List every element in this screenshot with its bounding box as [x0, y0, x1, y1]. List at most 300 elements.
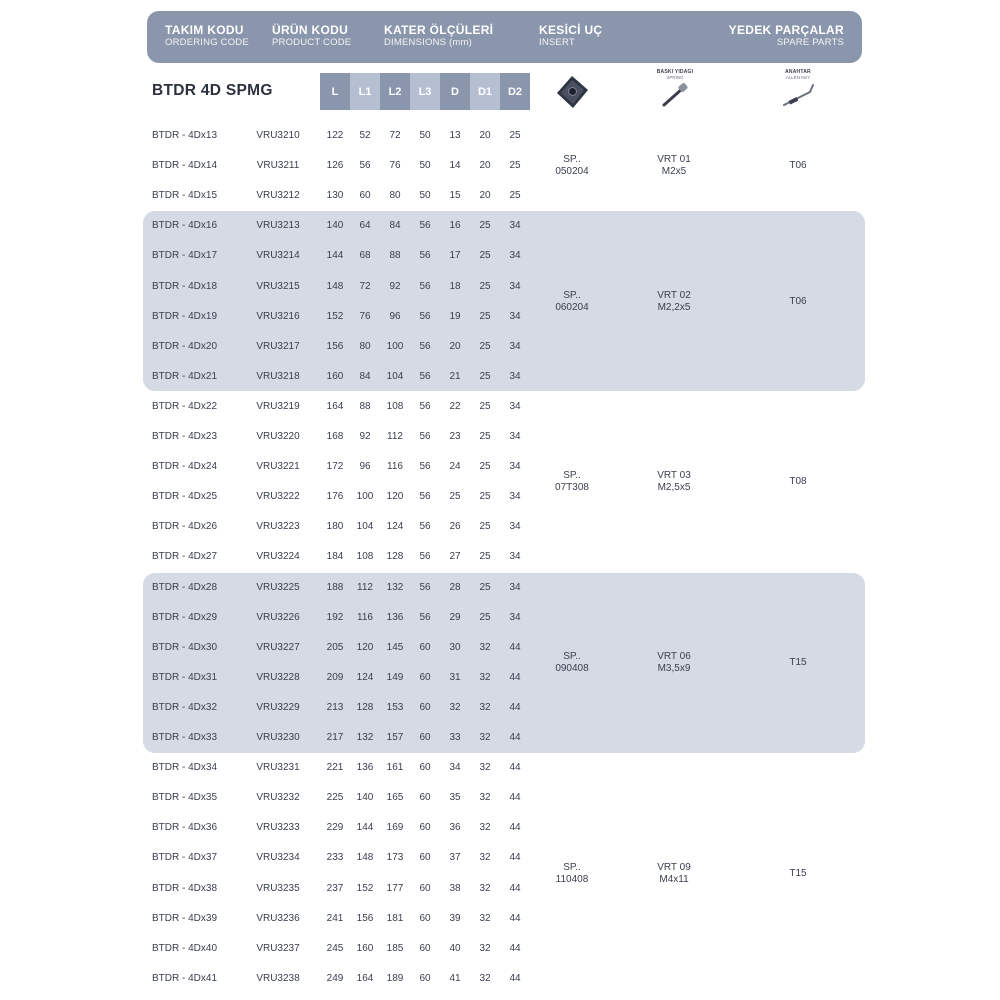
- insert-code-line: 090408: [555, 662, 589, 674]
- dim-cell-d2: 25: [509, 190, 521, 202]
- dim-cell-d2: 44: [509, 942, 521, 954]
- dim-cell-d1: 32: [479, 942, 491, 954]
- product-code-cell: VRU3218: [256, 370, 300, 382]
- dim-cell-l: 164: [326, 400, 344, 412]
- dim-cell-l1: 160: [356, 942, 374, 954]
- dim-cell-d2: 44: [509, 972, 521, 984]
- allen-key-label-en: ALLEN KEY: [785, 75, 811, 80]
- dim-cell-d1: 32: [479, 762, 491, 774]
- dim-cell-l: 205: [326, 641, 344, 653]
- product-code-cell: VRU3210: [256, 130, 300, 141]
- product-code-cell: VRU3230: [256, 732, 300, 743]
- ordering-code-cell: BTDR - 4Dx31: [152, 671, 218, 683]
- dim-cell-d: 27: [449, 551, 461, 563]
- dim-cell-l: 144: [326, 250, 344, 262]
- dim-cell-l1: 132: [356, 732, 374, 743]
- dim-cell-d1: 20: [479, 130, 491, 141]
- dim-cell-d2: 34: [509, 611, 521, 623]
- table-row: [0, 693, 1000, 723]
- dim-cell-l3: 50: [419, 190, 431, 202]
- ordering-code-cell: BTDR - 4Dx25: [152, 491, 218, 503]
- dim-cell-d: 33: [449, 732, 461, 743]
- ordering-code-cell: BTDR - 4Dx33: [152, 732, 218, 743]
- dim-cell-d1: 32: [479, 701, 491, 713]
- allen-key-icon: [778, 81, 818, 109]
- dim-cell-l3: 56: [419, 400, 431, 412]
- dim-cell-d1: 25: [479, 431, 491, 442]
- dim-cell-d: 18: [449, 280, 461, 292]
- product-code-label-en: PRODUCT CODE: [272, 37, 352, 48]
- ordering-code-cell: BTDR - 4Dx36: [152, 822, 218, 834]
- dim-cell-l2: 149: [386, 671, 404, 683]
- dim-cell-l2: 92: [389, 280, 401, 292]
- spring-code-line: VRT 06: [657, 650, 691, 662]
- dim-cell-l2: 88: [389, 250, 401, 262]
- table-row: [0, 422, 1000, 452]
- product-code-cell: VRU3236: [256, 912, 300, 924]
- table-row: [0, 151, 1000, 181]
- ordering-code-cell: BTDR - 4Dx22: [152, 400, 218, 412]
- dim-cell-d: 14: [449, 160, 461, 172]
- dim-cell-l2: 153: [386, 701, 404, 713]
- dim-cell-d2: 34: [509, 400, 521, 412]
- spring-code: [636, 862, 712, 886]
- table-row: [0, 723, 1000, 753]
- table-row: [0, 663, 1000, 693]
- dim-cell-l2: 128: [386, 551, 404, 563]
- dim-cell-d: 26: [449, 521, 461, 533]
- dim-cell-l1: 128: [356, 701, 374, 713]
- dim-cell-l: 229: [326, 822, 344, 834]
- dim-cell-l3: 56: [419, 310, 431, 322]
- table-row: [0, 302, 1000, 332]
- dim-cell-l3: 50: [419, 160, 431, 172]
- product-code-cell: VRU3213: [256, 220, 300, 232]
- dim-cell-l1: 84: [359, 370, 371, 382]
- dim-cell-l3: 56: [419, 431, 431, 442]
- dim-cell-d: 16: [449, 220, 461, 232]
- dim-cell-l1: 152: [356, 882, 374, 894]
- allen-key-code-line: T08: [789, 476, 807, 488]
- dim-cell-d2: 34: [509, 461, 521, 473]
- insert-code: [536, 154, 608, 178]
- table-row: [0, 783, 1000, 813]
- ordering-code-cell: BTDR - 4Dx34: [152, 762, 218, 774]
- dim-cell-l2: 104: [386, 370, 404, 382]
- insert-code: [536, 290, 608, 314]
- ordering-code-cell: BTDR - 4Dx21: [152, 370, 218, 382]
- allen-key-header: [768, 69, 828, 114]
- ordering-code-cell: BTDR - 4Dx26: [152, 521, 218, 533]
- insert-code-line: SP..: [563, 154, 581, 166]
- dim-cell-l3: 56: [419, 370, 431, 382]
- spring-code-line: VRT 03: [657, 470, 691, 482]
- spare-parts-header: [729, 24, 844, 49]
- insert-code-line: SP..: [563, 289, 581, 301]
- dim-cell-l2: 84: [389, 220, 401, 232]
- product-code-cell: VRU3229: [256, 701, 300, 713]
- dim-cell-l: 233: [326, 852, 344, 864]
- product-code-cell: VRU3216: [256, 310, 300, 322]
- allen-key-code: [760, 160, 836, 172]
- dim-cell-l2: 169: [386, 822, 404, 834]
- spring-icon: [655, 81, 695, 109]
- dim-cell-l3: 56: [419, 220, 431, 232]
- ordering-code-label-en: ORDERING CODE: [165, 37, 249, 48]
- insert-image-icon: [555, 75, 589, 114]
- dim-cell-l1: 136: [356, 762, 374, 774]
- dim-cell-d1: 25: [479, 461, 491, 473]
- dim-cell-l2: 120: [386, 491, 404, 503]
- dim-cell-l1: 52: [359, 130, 371, 141]
- allen-key-code-line: T06: [789, 295, 807, 307]
- dim-cell-d2: 44: [509, 701, 521, 713]
- dim-cell-d: 39: [449, 912, 461, 924]
- dim-cell-d1: 25: [479, 400, 491, 412]
- dim-cell-l: 217: [326, 732, 344, 743]
- product-code-cell: VRU3223: [256, 521, 300, 533]
- dim-cell-l1: 96: [359, 461, 371, 473]
- dim-cell-d1: 25: [479, 491, 491, 503]
- dim-cell-l1: 116: [357, 611, 373, 623]
- dim-cell-d1: 32: [479, 732, 491, 743]
- allen-key-code-line: T06: [789, 160, 807, 172]
- insert-code-line: SP..: [563, 650, 581, 662]
- dim-cell-l: 249: [326, 972, 344, 984]
- dim-cell-l3: 56: [419, 340, 431, 352]
- dim-cell-l3: 60: [419, 972, 431, 984]
- dim-cell-l3: 60: [419, 701, 431, 713]
- product-code-cell: VRU3238: [256, 972, 300, 984]
- dimensions-label-tr: KATER ÖLÇÜLERİ: [384, 23, 494, 37]
- dim-cell-l: 126: [326, 160, 344, 172]
- dim-cell-l: 176: [326, 491, 344, 503]
- dim-cell-l2: 100: [386, 340, 404, 352]
- table-row: [0, 934, 1000, 964]
- table-row: [0, 964, 1000, 994]
- ordering-code-cell: BTDR - 4Dx16: [152, 220, 218, 232]
- dim-cell-l1: 124: [356, 671, 374, 683]
- dim-cell-d: 37: [449, 852, 461, 864]
- ordering-code-cell: BTDR - 4Dx40: [152, 942, 218, 954]
- dim-cell-l: 192: [326, 611, 344, 623]
- product-code-cell: VRU3222: [256, 491, 300, 503]
- insert-label-tr: KESİCİ UÇ: [539, 23, 603, 37]
- table-row: [0, 904, 1000, 934]
- dim-cell-d1: 25: [479, 521, 491, 533]
- ordering-code-cell: BTDR - 4Dx18: [152, 280, 218, 292]
- product-code-cell: VRU3231: [256, 762, 300, 774]
- insert-code: [536, 862, 608, 886]
- dim-cell-d1: 25: [479, 340, 491, 352]
- ordering-code-cell: BTDR - 4Dx27: [152, 551, 218, 563]
- product-code-cell: VRU3215: [256, 280, 300, 292]
- product-code-cell: VRU3217: [256, 340, 300, 352]
- dim-header-l2: L2: [380, 73, 410, 110]
- ordering-code-cell: BTDR - 4Dx19: [152, 310, 218, 322]
- dim-cell-d2: 34: [509, 431, 521, 442]
- dim-cell-l: 140: [326, 220, 344, 232]
- table-row: [0, 241, 1000, 271]
- product-code-cell: VRU3212: [256, 190, 300, 202]
- dimensions-label-en: DIMENSIONS (mm): [384, 37, 472, 48]
- dim-cell-l1: 148: [356, 852, 374, 864]
- dim-cell-l3: 56: [419, 521, 431, 533]
- dim-cell-d: 35: [449, 792, 461, 804]
- insert-header: [539, 24, 602, 49]
- dim-cell-l3: 60: [419, 822, 431, 834]
- dim-cell-l: 160: [326, 370, 344, 382]
- dim-cell-l3: 56: [419, 551, 431, 563]
- table-row: [0, 843, 1000, 873]
- allen-key-code-line: T15: [789, 656, 807, 668]
- dim-cell-d1: 32: [479, 822, 491, 834]
- dim-cell-l: 245: [326, 942, 344, 954]
- dim-cell-l2: 76: [389, 160, 401, 172]
- dim-cell-l2: 136: [386, 611, 404, 623]
- dim-cell-l: 241: [326, 912, 344, 924]
- dim-cell-l3: 60: [419, 942, 431, 954]
- dim-cell-l3: 56: [419, 461, 431, 473]
- dim-cell-l3: 50: [419, 130, 431, 141]
- dim-cell-d2: 44: [509, 762, 521, 774]
- spare-parts-label-tr: YEDEK PARÇALAR: [728, 23, 844, 37]
- product-code-header: [272, 24, 351, 49]
- dim-cell-d2: 44: [509, 852, 521, 864]
- dim-cell-l: 184: [326, 551, 344, 563]
- dim-cell-d: 22: [449, 400, 461, 412]
- product-code-cell: VRU3233: [256, 822, 300, 834]
- dim-cell-l: 209: [326, 671, 344, 683]
- dim-cell-d: 25: [449, 491, 461, 503]
- dim-cell-l3: 56: [419, 491, 431, 503]
- dim-header-l3: L3: [410, 73, 440, 110]
- product-code-cell: VRU3220: [256, 431, 300, 442]
- dim-cell-d: 28: [449, 581, 461, 593]
- dim-cell-d: 29: [449, 611, 461, 623]
- dim-cell-l: 168: [326, 431, 344, 442]
- dim-cell-d: 17: [449, 250, 461, 262]
- table-row: [0, 181, 1000, 211]
- dim-cell-l2: 189: [386, 972, 404, 984]
- dim-cell-d: 21: [449, 370, 461, 382]
- spring-code-line: VRT 02: [657, 289, 691, 301]
- product-code-cell: VRU3232: [256, 792, 300, 804]
- dim-cell-l2: 132: [386, 581, 404, 593]
- spring-code-line: M3,5x9: [657, 662, 691, 674]
- insert-code-line: SP..: [563, 470, 581, 482]
- table-row: [0, 452, 1000, 482]
- dim-cell-d2: 44: [509, 912, 521, 924]
- dim-cell-l3: 56: [419, 250, 431, 262]
- dim-cell-d: 23: [449, 431, 461, 442]
- dim-cell-d: 34: [449, 762, 461, 774]
- dim-cell-l: 237: [326, 882, 344, 894]
- allen-key-code-line: T15: [789, 867, 807, 879]
- product-code-cell: VRU3235: [256, 882, 300, 894]
- dim-cell-d: 13: [449, 130, 461, 141]
- ordering-code-cell: BTDR - 4Dx32: [152, 701, 218, 713]
- ordering-code-cell: BTDR - 4Dx39: [152, 912, 218, 924]
- dim-cell-d2: 25: [509, 130, 521, 141]
- dim-cell-d: 40: [449, 942, 461, 954]
- dim-cell-d1: 32: [479, 882, 491, 894]
- dim-cell-d2: 34: [509, 581, 521, 593]
- dim-cell-d2: 34: [509, 250, 521, 262]
- dim-cell-d: 15: [449, 190, 461, 202]
- dim-cell-l1: 104: [356, 521, 374, 533]
- table-row: [0, 603, 1000, 633]
- product-code-cell: VRU3226: [256, 611, 300, 623]
- insert-code-line: 110408: [555, 873, 589, 885]
- spring-code-line: VRT 01: [657, 154, 691, 166]
- table-row: [0, 362, 1000, 392]
- dim-cell-l2: 145: [386, 641, 404, 653]
- dim-cell-l1: 60: [359, 190, 371, 202]
- dim-cell-d: 19: [449, 310, 461, 322]
- spring-code-line: M2x5: [661, 166, 687, 178]
- dim-cell-d1: 25: [479, 220, 491, 232]
- dim-cell-l2: 165: [386, 792, 404, 804]
- dim-cell-d: 20: [449, 340, 461, 352]
- ordering-code-header: [165, 24, 249, 49]
- ordering-code-cell: BTDR - 4Dx15: [152, 190, 218, 202]
- spring-code-line: M4x11: [659, 873, 689, 885]
- dim-cell-d1: 20: [479, 160, 491, 172]
- product-code-cell: VRU3237: [256, 942, 300, 954]
- dim-cell-l: 180: [326, 521, 344, 533]
- dim-cell-l2: 185: [386, 942, 404, 954]
- product-code-cell: VRU3228: [256, 671, 300, 683]
- insert-code-line: 07T308: [555, 482, 589, 494]
- dim-cell-d1: 32: [479, 641, 491, 653]
- spare-parts-label-en: SPARE PARTS: [776, 37, 844, 48]
- dim-cell-d1: 25: [479, 310, 491, 322]
- dim-header-l: L: [320, 73, 350, 110]
- table-row: [0, 272, 1000, 302]
- insert-code: [536, 651, 608, 675]
- dimensions-header: [384, 24, 493, 49]
- table-row: [0, 542, 1000, 572]
- insert-code-line: 050204: [555, 166, 589, 178]
- table-row: [0, 121, 1000, 151]
- dim-cell-l2: 72: [389, 130, 401, 141]
- dim-cell-l1: 80: [359, 340, 371, 352]
- dim-cell-l: 130: [326, 190, 344, 202]
- ordering-code-cell: BTDR - 4Dx24: [152, 461, 218, 473]
- dim-cell-l: 122: [326, 130, 344, 141]
- dim-cell-d: 30: [449, 641, 461, 653]
- dim-cell-l3: 60: [419, 671, 431, 683]
- dim-cell-l2: 112: [387, 431, 403, 442]
- dim-cell-d: 38: [449, 882, 461, 894]
- dim-header-d1: D1: [470, 73, 500, 110]
- dim-cell-l1: 56: [359, 160, 371, 172]
- table-row: [0, 633, 1000, 663]
- dim-cell-d2: 34: [509, 280, 521, 292]
- dim-cell-d2: 44: [509, 671, 521, 683]
- dim-cell-d1: 25: [479, 581, 491, 593]
- dim-cell-l2: 80: [389, 190, 401, 202]
- table-row: [0, 813, 1000, 843]
- dim-cell-d2: 34: [509, 310, 521, 322]
- spring-code-line: VRT 09: [657, 861, 691, 873]
- spring-tool-header: [645, 69, 705, 114]
- dim-cell-d1: 25: [479, 280, 491, 292]
- product-title: BTDR 4D SPMG: [152, 82, 273, 99]
- dim-cell-d1: 32: [479, 792, 491, 804]
- dim-cell-d2: 44: [509, 792, 521, 804]
- dim-cell-l: 221: [326, 762, 344, 774]
- dim-cell-d2: 34: [509, 340, 521, 352]
- dim-cell-l3: 60: [419, 732, 431, 743]
- spring-code: [636, 470, 712, 494]
- dim-cell-l2: 181: [386, 912, 404, 924]
- dim-cell-l3: 56: [419, 280, 431, 292]
- table-row: [0, 874, 1000, 904]
- ordering-code-cell: BTDR - 4Dx41: [152, 972, 218, 984]
- dim-cell-d2: 34: [509, 220, 521, 232]
- dim-cell-l3: 60: [419, 792, 431, 804]
- product-code-cell: VRU3221: [256, 461, 300, 473]
- dim-cell-l1: 108: [356, 551, 374, 563]
- dim-header-d: D: [440, 73, 470, 110]
- dim-cell-d1: 25: [479, 551, 491, 563]
- dim-cell-d1: 32: [479, 852, 491, 864]
- ordering-code-cell: BTDR - 4Dx28: [152, 581, 218, 593]
- dim-cell-d: 32: [449, 701, 461, 713]
- dim-cell-d2: 25: [509, 160, 521, 172]
- dim-cell-l1: 68: [359, 250, 371, 262]
- dim-cell-l3: 60: [419, 852, 431, 864]
- dim-cell-l3: 56: [419, 611, 431, 623]
- spring-label-tr: BASKI YIDAGI: [656, 69, 694, 75]
- ordering-code-cell: BTDR - 4Dx30: [152, 641, 218, 653]
- dim-cell-d2: 34: [509, 521, 521, 533]
- dim-header-l1: L1: [350, 73, 380, 110]
- dim-cell-d: 24: [449, 461, 461, 473]
- ordering-code-cell: BTDR - 4Dx38: [152, 882, 218, 894]
- dim-cell-l2: 173: [386, 852, 404, 864]
- dim-cell-l: 213: [326, 701, 344, 713]
- dim-cell-l1: 64: [359, 220, 371, 232]
- ordering-code-cell: BTDR - 4Dx17: [152, 250, 218, 262]
- dim-cell-d2: 34: [509, 551, 521, 563]
- dim-cell-l: 156: [326, 340, 344, 352]
- allen-key-code: [760, 657, 836, 669]
- spring-code-line: M2,2x5: [657, 301, 691, 313]
- dim-cell-l1: 92: [359, 431, 371, 442]
- ordering-code-cell: BTDR - 4Dx29: [152, 611, 218, 623]
- ordering-code-label-tr: TAKIM KODU: [165, 23, 244, 37]
- product-code-cell: VRU3225: [256, 581, 300, 593]
- dim-cell-l2: 96: [389, 310, 401, 322]
- dim-cell-l1: 156: [356, 912, 374, 924]
- spring-code: [636, 290, 712, 314]
- dim-cell-l3: 60: [419, 912, 431, 924]
- dim-cell-l1: 140: [356, 792, 374, 804]
- insert-code: [536, 470, 608, 494]
- dim-cell-l1: 100: [356, 491, 374, 503]
- table-row: [0, 211, 1000, 241]
- dim-cell-d1: 32: [479, 671, 491, 683]
- dim-cell-d: 36: [449, 822, 461, 834]
- spring-code: [636, 651, 712, 675]
- dim-cell-l1: 76: [359, 310, 371, 322]
- dim-cell-d2: 44: [509, 882, 521, 894]
- product-code-cell: VRU3211: [256, 160, 300, 172]
- dim-cell-d2: 44: [509, 732, 521, 743]
